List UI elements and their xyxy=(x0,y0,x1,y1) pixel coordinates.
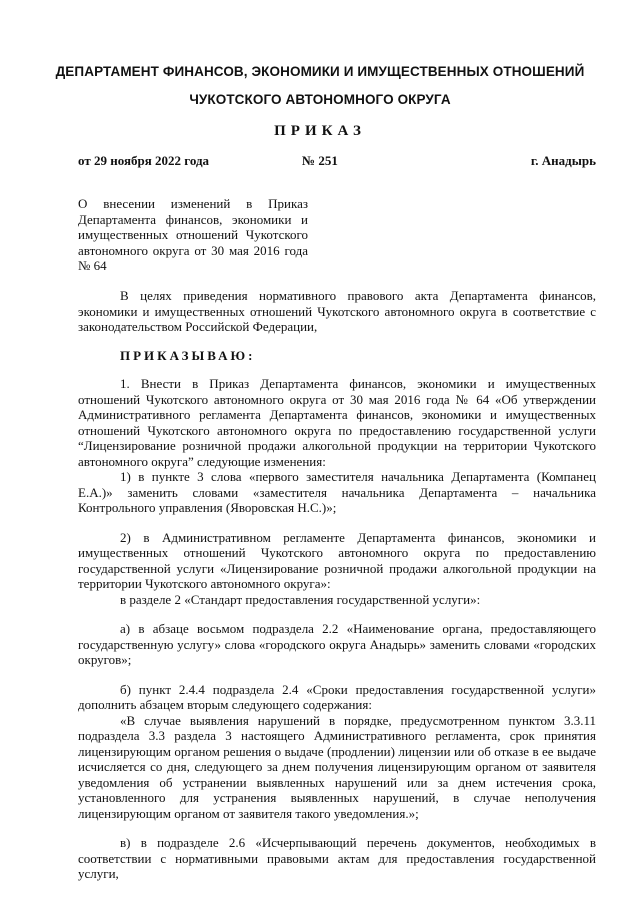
paragraph-2-item-b: б) пункт 2.4.4 подраздела 2.4 «Сроки предоставления государственной услуги» дополнить абзацем вторым следующего содержания: xyxy=(78,681,596,712)
organization-name-line2: ЧУКОТСКОГО АВТОНОМНОГО ОКРУГА xyxy=(189,92,451,107)
order-word: ПРИКАЗЫВАЮ: xyxy=(120,348,256,363)
paragraph-1: 1. Внести в Приказ Департамента финансов, экономики и имущественных отношений Чукотского автономного округа от 30 мая 2016 года № 64 «Об утверждении Административного регламента Департамента финансов, экономики и имущественных отношений Чукотского автономного округа по предоставлению государственной услуги “Лицензирование розничной продажи алкогольной продукции на территории Чукотского автономного округа” следующие изменения: xyxy=(78,376,596,469)
paragraph-2-section: в разделе 2 «Стандарт предоставления государственной услуги»: xyxy=(120,591,481,607)
order-place: г. Анадырь xyxy=(530,153,596,168)
paragraph-2-item-a: а) в абзаце восьмом подраздела 2.2 «Наименование органа, предоставляющего государственную услугу» слова «городского округа Анадырь» заменить словами «городских округов»; xyxy=(78,621,596,667)
paragraph-2-item-b-quote: «В случае выявления нарушений в порядке, предусмотренном пунктом 3.3.11 подраздела 3.3 раздела 3 настоящего Административного регламента, срок принятия лицензирующим органом решения о выдаче (продлении) лицензии или об отказе в ее выдаче исчисляется со дня, следующего за днем получения лицензирующим органом от заявителя уведомления об устранении выявленных нарушений или за днем истечения срока, установленного для устранения выявленных нарушений, в случае неполучения лицензирующим органом от заявителя такого уведомления.»; xyxy=(78,712,596,821)
paragraph-2-item-c: в) в подразделе 2.6 «Исчерпывающий перечень документов, необходимых в соответствии с нормативными правовыми актам для предоставления государственной услуги, xyxy=(78,835,596,881)
organization-name-line1: ДЕПАРТАМЕНТ ФИНАНСОВ, ЭКОНОМИКИ И ИМУЩЕСТВЕННЫХ ОТНОШЕНИЙ xyxy=(55,64,585,79)
order-date: от 29 ноября 2022 года xyxy=(78,153,210,168)
paragraph-1-item-1: 1) в пункте 3 слова «первого заместителя начальника Департамента (Компанец Е.А.)» заменить словами «заместителя начальника Департамента – начальника Контрольного управления (Яворовская Н.С.)»; xyxy=(78,469,596,515)
preamble-text: В целях приведения нормативного правового акта Департамента финансов, экономики и имущественных отношений Чукотского автономного округа в соответствие с законодательством Российской Федерации, xyxy=(78,288,596,334)
document-type-title: ПРИКАЗ xyxy=(274,123,366,139)
order-body xyxy=(78,376,596,882)
paragraph-2: 2) в Административном регламенте Департамента финансов, экономики и имущественных отношений Чукотского автономного округа по предоставлению государственной услуги «Лицензирование розничной продажи алкогольной продукции на территории Чукотского автономного округа»: xyxy=(78,529,596,591)
order-subject: О внесении изменений в Приказ Департамента финансов, экономики и имущественных отношений Чукотского автономного округа от 30 мая 2016 года № 64 xyxy=(78,196,308,273)
order-number: № 251 xyxy=(302,153,338,168)
